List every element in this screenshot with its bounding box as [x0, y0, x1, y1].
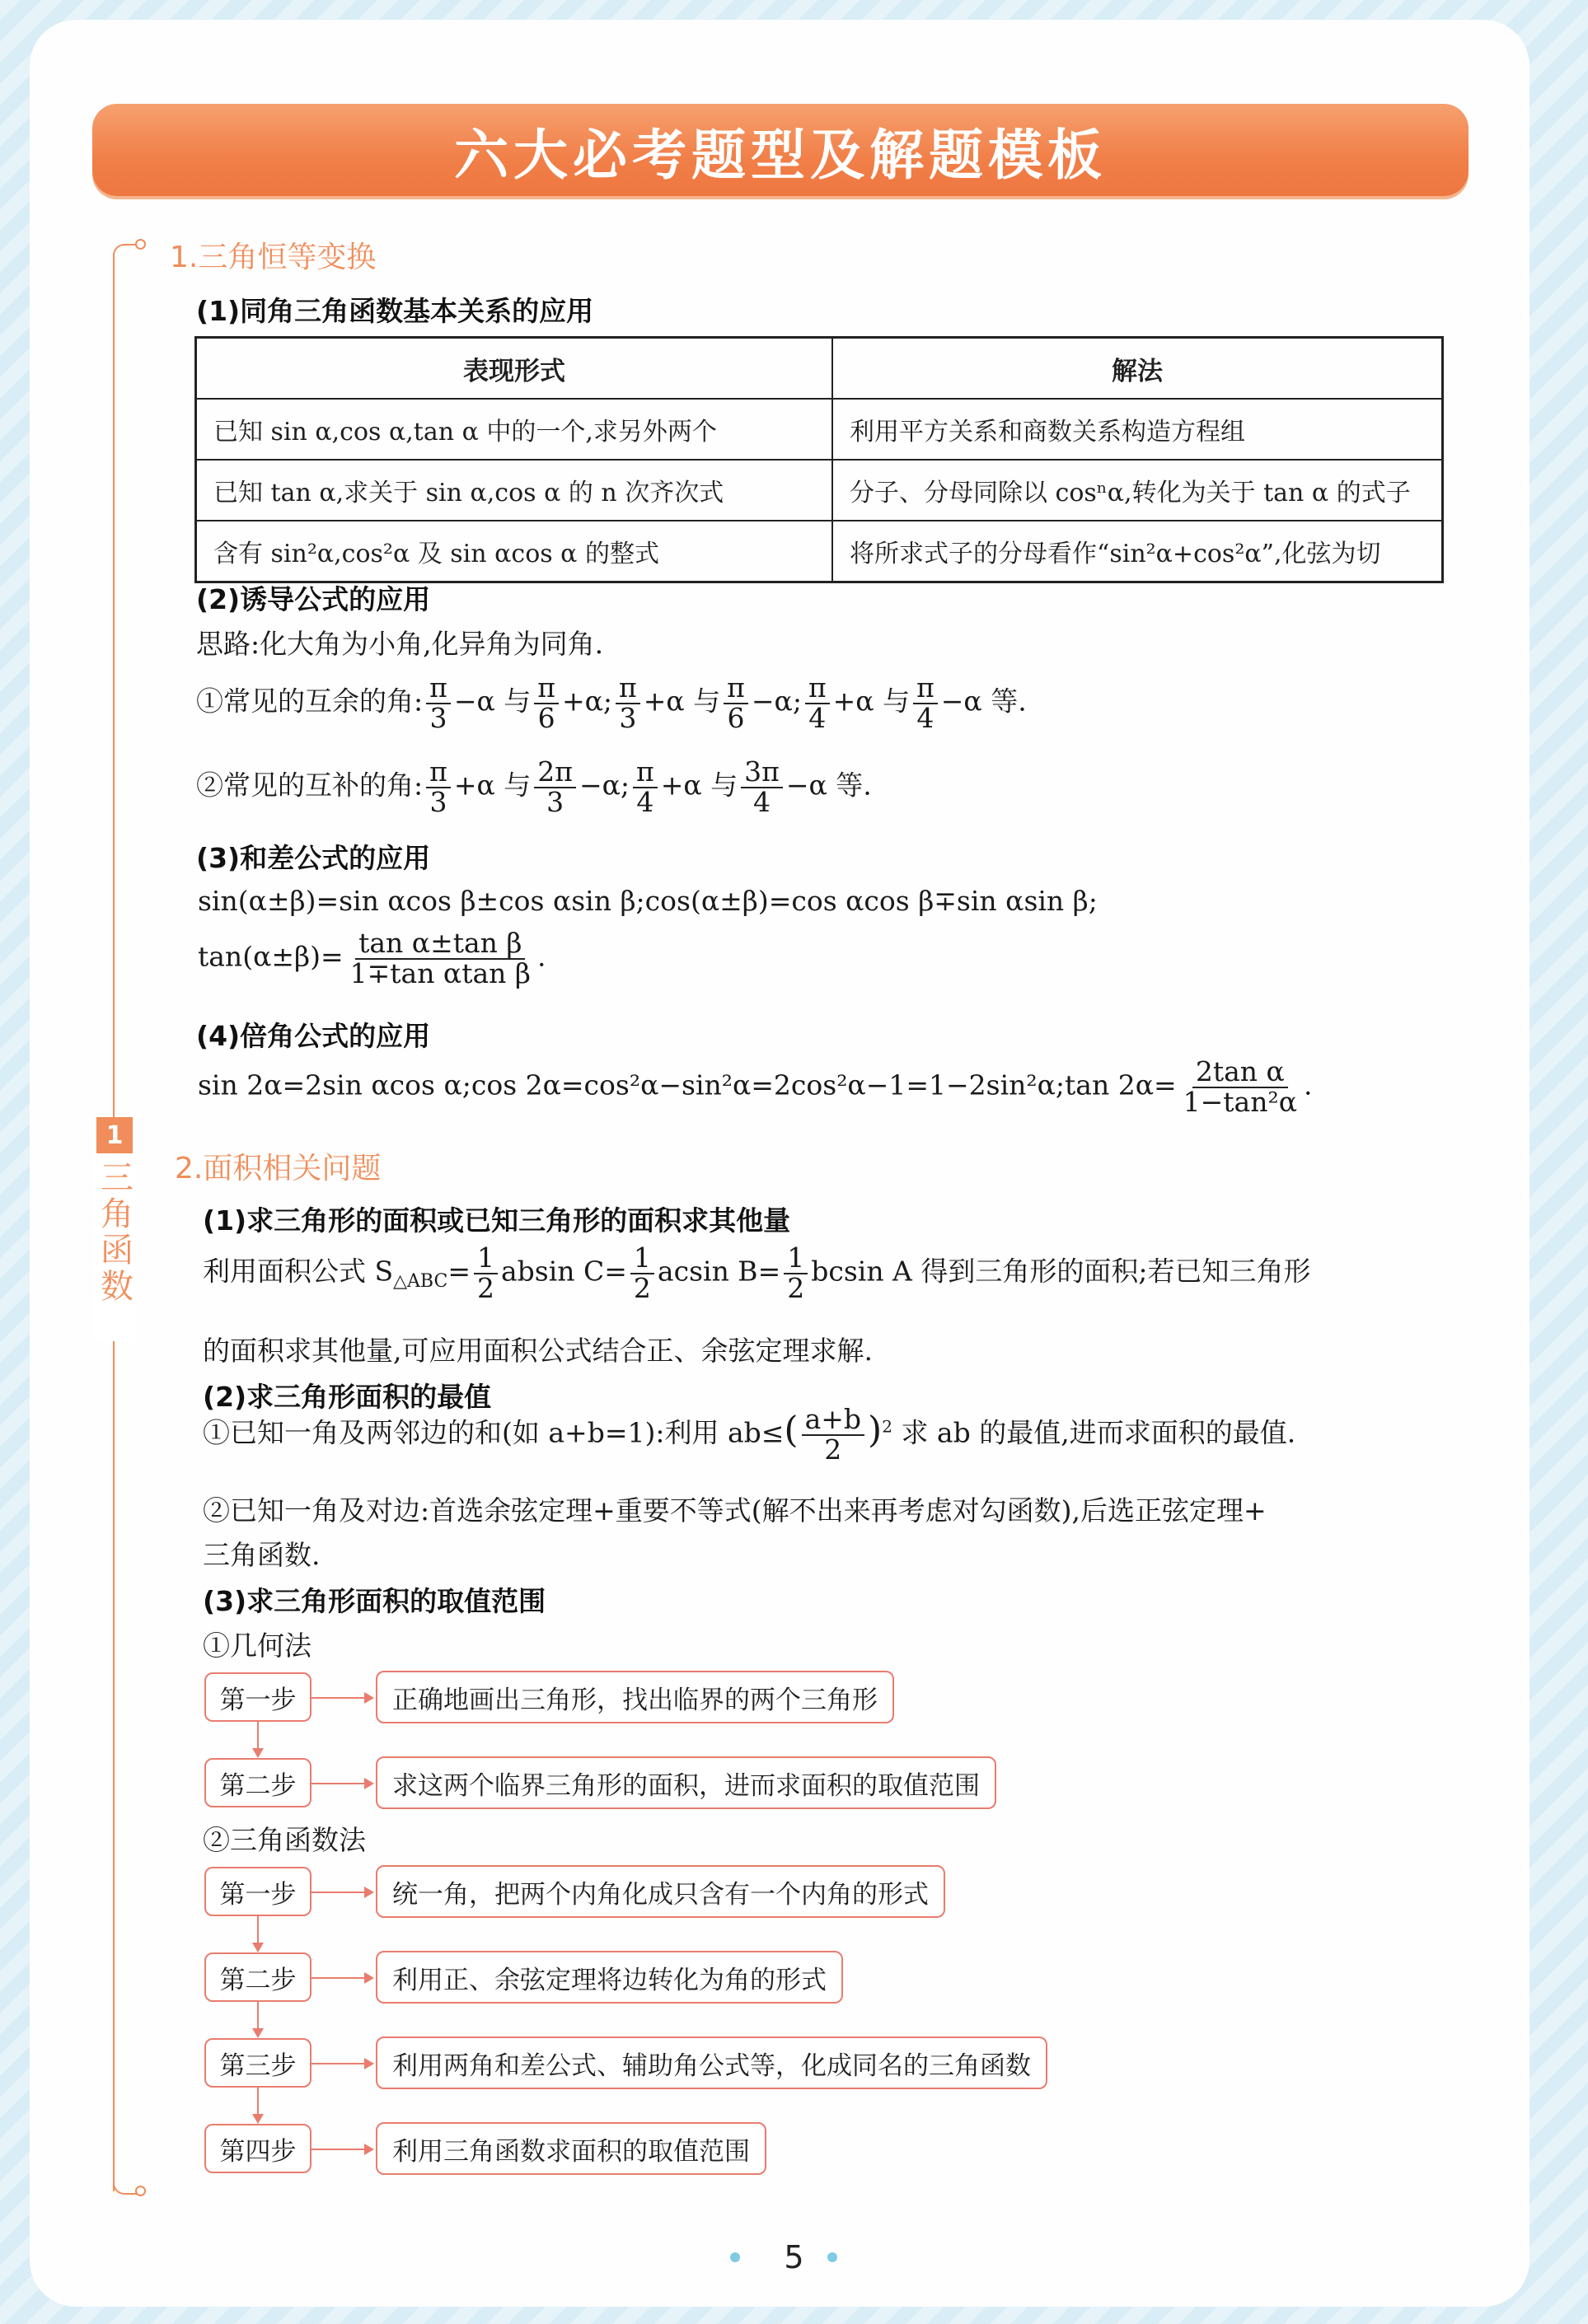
tan-sum-formula: tan(α±β)= $\frac{\text{tan α±tan β}}{\text{1∓tan αtan β}}$ . — [198, 927, 546, 989]
section-2-sub-3: (3)求三角形面积的取值范围 — [203, 1585, 546, 1617]
table-header-row — [196, 338, 1443, 400]
table-cell: 利用平方关系和商数关系构造方程组 — [832, 399, 1443, 460]
trig-step-4-text: 利用三角函数求面积的取值范围 — [376, 2122, 766, 2175]
table-cell: 将所求式子的分母看作“sin²α+cos²α”,化弦为切 — [832, 521, 1443, 582]
max-area-method-2: ②已知一角及对边:首选余弦定理+重要不等式(解不出来再考虑对勾函数),后选正弦定理+ — [203, 1494, 1267, 1527]
table-row — [196, 460, 1443, 521]
table-header-form: 表现形式 — [196, 338, 833, 400]
section-1-sub-3: (3)和差公式的应用 — [196, 842, 431, 874]
arrow-right — [312, 2149, 372, 2150]
trig-step-2-text: 利用正、余弦定理将边转化为角的形式 — [376, 1951, 843, 2004]
geo-step-2-label: 第二步 — [204, 1758, 312, 1807]
section-1-sub-4: (4)倍角公式的应用 — [196, 1020, 431, 1052]
page-title: 六大必考题型及解题模板 — [454, 123, 1107, 187]
relations-table — [194, 336, 1444, 583]
arrow-down — [257, 1722, 259, 1756]
section-1-sub-1: (1)同角三角函数基本关系的应用 — [196, 295, 594, 327]
trig-step-3-text: 利用两角和差公式、辅助角公式等，化成同名的三角函数 — [376, 2036, 1047, 2089]
geo-step-1-label: 第一步 — [204, 1672, 312, 1722]
area-formula-line-2: 的面积求其他量,可应用面积公式结合正、余弦定理求解. — [203, 1335, 873, 1367]
section-2-title: 2.面积相关问题 — [175, 1152, 382, 1185]
geometry-method-title: ①几何法 — [203, 1630, 312, 1662]
trig-step-4-label: 第四步 — [204, 2124, 312, 2173]
max-area-method-2-cont: 三角函数. — [203, 1539, 321, 1571]
chapter-tab — [94, 1117, 135, 1341]
bracket-dot-bottom — [135, 2186, 146, 2196]
table-header-method: 解法 — [832, 338, 1443, 400]
table-row — [196, 399, 1443, 460]
bracket-dot-top — [135, 239, 146, 250]
section-2-sub-2: (2)求三角形面积的最值 — [203, 1381, 492, 1413]
trig-step-1-label: 第一步 — [204, 1867, 312, 1916]
trig-step-2-label: 第二步 — [204, 1952, 312, 2002]
area-formula-line: 利用面积公式 $S_{\triangle ABC}=$ $\frac{1}{2}$ absin C= $\frac{1}{2}$ acsin B= $\frac{1}{2}$ bcsin A 得到三角形的面积;若已知三角形 — [203, 1241, 1311, 1304]
sum-difference-formula: sin(α±β)=sin αcos β±cos αsin β;cos(α±β)=cos αcos β∓sin αsin β; — [198, 885, 1098, 917]
chapter-number: 1 — [96, 1117, 133, 1153]
page-number: 5 — [784, 2239, 804, 2275]
trig-method-title: ②三角函数法 — [203, 1824, 366, 1856]
arrow-right — [312, 1891, 372, 1893]
geo-step-1-text: 正确地画出三角形，找出临界的两个三角形 — [376, 1671, 894, 1723]
section-1-title: 1.三角恒等变换 — [170, 241, 377, 274]
arrow-right — [312, 1783, 372, 1784]
arrow-right — [312, 1977, 372, 1979]
table-cell: 已知 tan α,求关于 sin α,cos α 的 n 次齐次式 — [196, 460, 833, 521]
table-row — [196, 521, 1443, 582]
arrow-down — [257, 1916, 259, 1951]
complementary-angles-line: ①常见的互余的角: $\frac{\pi}{3}$ −α 与 $\frac{\pi}{6}$ +α; $\frac{\pi}{3}$ +α 与 $\frac{\pi}{6}$ −α; $\frac{\pi}{4}$ +α 与 $\frac{\pi}{4}$ −α 等. — [196, 671, 1027, 734]
page-title-banner — [92, 104, 1469, 196]
arrow-right — [312, 1697, 372, 1699]
induction-idea: 思路:化大角为小角,化异角为同角. — [196, 628, 604, 660]
arrow-down — [257, 2002, 259, 2036]
page-number-dot-right — [827, 2252, 837, 2262]
section-2-sub-1: (1)求三角形的面积或已知三角形的面积求其他量 — [203, 1204, 791, 1237]
arrow-right — [312, 2063, 372, 2064]
geo-step-2-text: 求这两个临界三角形的面积，进而求面积的取值范围 — [376, 1756, 996, 1809]
chapter-name: 三角函数 — [95, 1160, 134, 1305]
trig-step-1-text: 统一角，把两个内角化成只含有一个内角的形式 — [376, 1865, 945, 1918]
table-cell: 已知 sin α,cos α,tan α 中的一个,求另外两个 — [196, 399, 833, 460]
arrow-down — [257, 2088, 259, 2122]
table-cell: 分子、分母同除以 cosⁿα,转化为关于 tan α 的式子 — [832, 460, 1443, 521]
trig-step-3-label: 第三步 — [204, 2038, 312, 2088]
max-area-method-1: ①已知一角及两邻边的和(如 a+b=1):利用 ab≤( $\frac{a+b}{2}$ )$^2$ 求 ab 的最值,进而求面积的最值. — [203, 1403, 1296, 1466]
supplementary-angles-line: ②常见的互补的角: $\frac{\pi}{3}$ +α 与 $\frac{2\pi}{3}$ −α; $\frac{\pi}{4}$ +α 与 $\frac{3\pi}{4}$ −α 等. — [196, 755, 872, 818]
table-cell: 含有 sin²α,cos²α 及 sin αcos α 的整式 — [196, 521, 833, 582]
double-angle-formula: sin 2α=2sin αcos α;cos 2α=cos²α−sin²α=2cos²α−1=1−2sin²α;tan 2α= $\frac{\text{2tan α}}{\text{1−tan²α}}$ . — [198, 1055, 1313, 1118]
section-1-sub-2: (2)诱导公式的应用 — [196, 583, 431, 615]
